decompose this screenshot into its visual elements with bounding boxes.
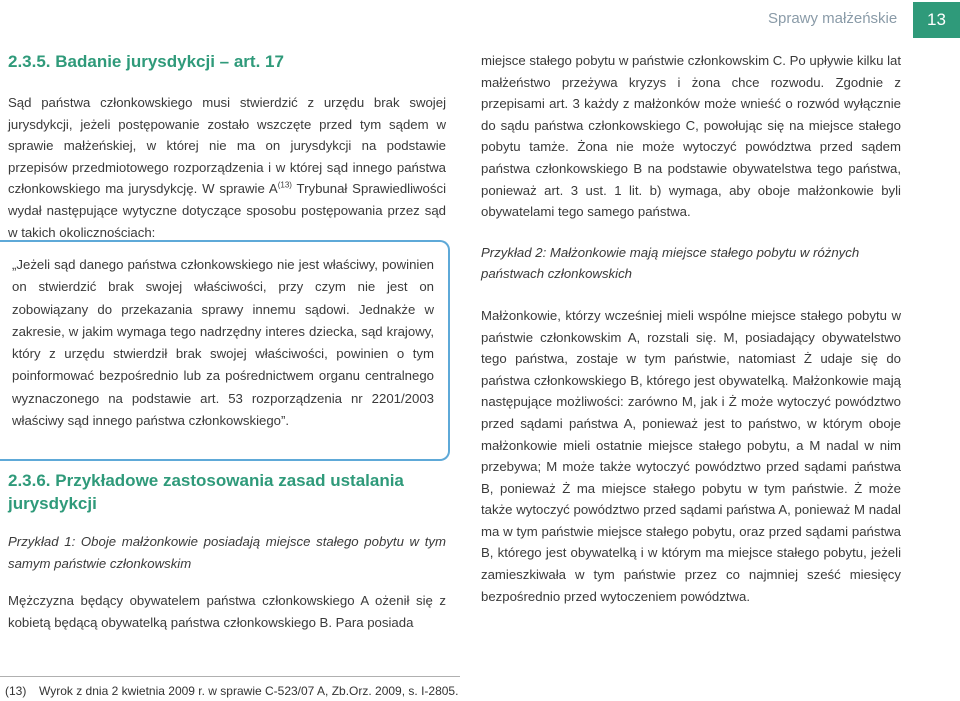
example-1-text: Mężczyzna będący obywatelem państwa członkowskiego A ożenił się z kobietą będącą obywatelką państwa członkowskiego B. Para posiada bbox=[8, 593, 446, 630]
left-column-lower bbox=[8, 469, 446, 633]
example-1-continued: miejsce stałego pobytu w państwie członkowskim C. Po upływie kilku lat małżeństwo przeżywa kryzys i żona chce rozwodu. Zgodnie z przepisami art. 3 każdy z małżonków może wnieść o rozwód wyłącznie do sądu państwa członkowskiego C, powołując się na miejsce stałego pobytu tamże. Żona nie może wytoczyć powództwa przed sądem państwa członkowskiego B na podstawie obywatelstwa tego państwa, ponieważ art. 3 ust. 1 lit. b) wymaga, aby oboje małżonkowie byli obywatelami tego samego państwa. bbox=[481, 53, 901, 220]
footnote-number: (13) bbox=[5, 684, 27, 698]
page-number-badge: 13 bbox=[913, 2, 960, 38]
running-header: Sprawy małżeńskie bbox=[768, 10, 898, 27]
left-column bbox=[8, 50, 446, 243]
right-column bbox=[481, 50, 901, 607]
intro-paragraph bbox=[8, 92, 446, 243]
example-2-text: Małżonkowie, którzy wcześniej mieli wspólne miejsce stałego pobytu w państwie członkowskim A, rozstali się. M, posiadający obywatelstwo tego państwa, zostaje w tym państwie, natomiast Ż udaje się do państwa członkowskiego B, którego jest obywatelką. Małżonkowie mają następujące możliwości: zarówno M, jak i Ż może wytoczyć powództwo przed sądami państwa A, ponieważ jest to państwo, w którym oboje małżonkowie mieli ostatnie miejsce stałego pobytu, a M nadal w nim przebywa; M może także wytoczyć powództwo przed sądami państwa B, ponieważ Ż ma miejsce stałego pobytu w tym państwie. Ż może także wytoczyć powództwo przed sądami państwa A, ponieważ M nadal ma w tym państwie miejsce stałego pobytu, oraz przed sądami państwa B, którego jest obywatelką i w którym ma miejsce stałego pobytu, jeżeli zamieszkiwała w tym państwie przez co najmniej sześć miesięcy bezpośrednio przed wytoczeniem powództwa. bbox=[481, 307, 901, 604]
intro-text-end: Trybunał Sprawiedliwości wydał następujące wytyczne dotyczące sposobu postępowania przez sąd w takich okolicznościach: bbox=[8, 181, 446, 240]
section-heading-2-3-6: 2.3.6. Przykładowe zastosowania zasad ustalania jurysdykcji bbox=[8, 471, 404, 513]
example-2-title: Przykład 2: Małżonkowie mają miejsce stałego pobytu w różnych państwach członkowskich bbox=[481, 244, 860, 282]
footnote-text: Wyrok z dnia 2 kwietnia 2009 r. w sprawie C-523/07 A, Zb.Orz. 2009, s. I-2805. bbox=[39, 684, 459, 698]
footnote-ref[interactable]: (13) bbox=[277, 180, 292, 190]
section-heading-2-3-5: 2.3.5. Badanie jurysdykcji – art. 17 bbox=[8, 52, 284, 71]
court-quote: „Jeżeli sąd danego państwa członkowskiego nie jest właściwy, powinien on stwierdzić brak swojej właściwości, przy czym nie jest on zobowiązany do przekazania sprawy innemu sądowi. Jednakże w zakresie, w jakim wymaga tego nadrzędny interes dziecka, sąd krajowy, który z urzędu stwierdził brak swojej właściwości, powinien o tym poinformować bezpośrednio lub za pośrednictwem organu centralnego wyznaczonego na podstawie art. 53 rozporządzenia nr 2201/2003 właściwy sąd innego państwa członkowskiego”. bbox=[12, 257, 434, 429]
example-1-title: Przykład 1: Oboje małżonkowie posiadają miejsce stałego pobytu w tym samym państwie członkowskim bbox=[8, 534, 446, 571]
intro-text: Sąd państwa członkowskiego musi stwierdzić z urzędu brak swojej jurysdykcji, jeżeli postępowanie zostało wszczęte przed tym sądem w sprawie małżeńskiej, w której nie ma on jurysdykcji na podstawie przepisów przedmiotowego rozporządzenia i w której sąd innego państwa członkowskiego ma jurysdykcję. W sprawie A bbox=[8, 95, 446, 197]
footnote bbox=[5, 684, 458, 698]
footnote-divider bbox=[0, 676, 460, 677]
